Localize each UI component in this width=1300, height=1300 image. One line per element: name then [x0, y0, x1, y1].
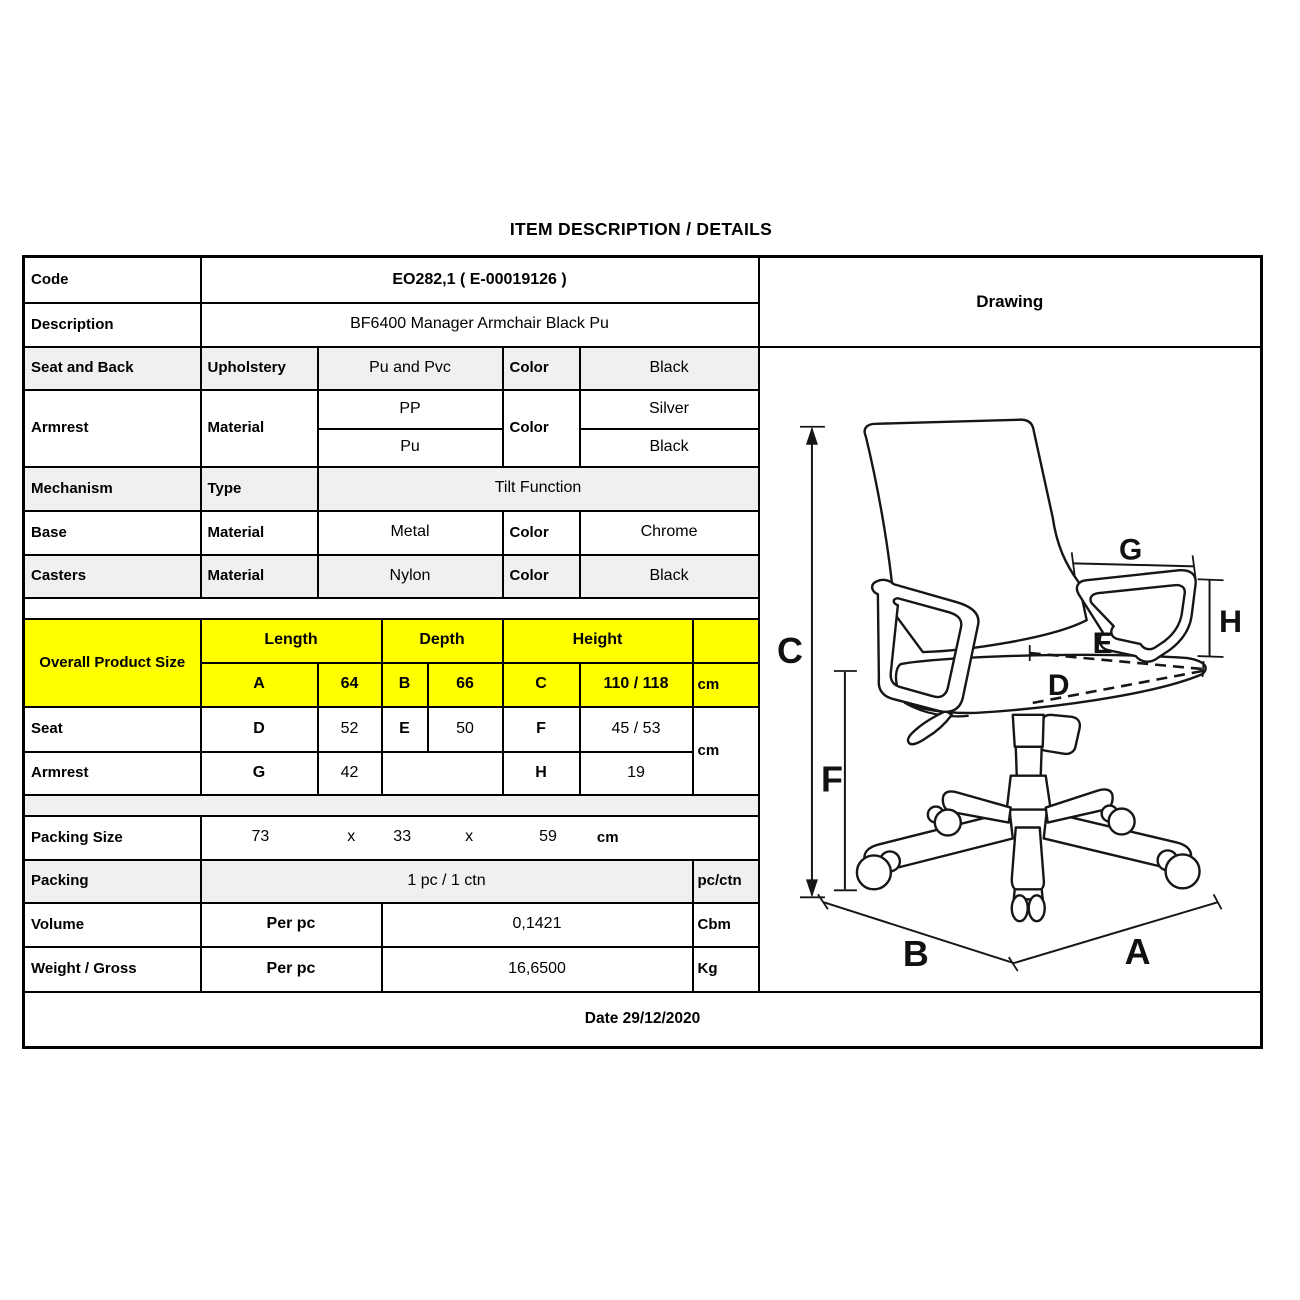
seat-dims-label: Seat — [24, 707, 201, 752]
dim-tick-h-bottom — [1197, 656, 1223, 657]
armrest-dims-label: Armrest — [24, 752, 201, 795]
caster-back-right — [1108, 808, 1134, 834]
page-title: ITEM DESCRIPTION / DETAILS — [509, 219, 773, 239]
size-col-depth: Depth — [382, 619, 503, 663]
size-c: C — [503, 663, 580, 707]
chair-gas-lift-cone — [1006, 775, 1050, 809]
size-a: A — [201, 663, 318, 707]
size-header-empty — [693, 619, 759, 663]
packing-size-label: Packing Size — [24, 816, 201, 860]
packing-size-values — [202, 828, 758, 846]
seat-back-color-label: Color — [503, 347, 580, 390]
packing-size-unit: cm — [596, 828, 619, 846]
size-a-value: 64 — [318, 663, 382, 707]
armrest-material-1: PP — [318, 390, 503, 429]
chair-gas-lift-lower — [1015, 746, 1041, 775]
armrest-attr: Material — [201, 390, 318, 467]
row-date — [24, 992, 1262, 1048]
weight-value: 16,6500 — [382, 947, 693, 992]
armrest-label: Armrest — [24, 390, 201, 467]
code-label: Code — [24, 257, 201, 303]
weight-label: Weight / Gross — [24, 947, 201, 992]
seat-back-label: Seat and Back — [24, 347, 201, 390]
caster-right — [1165, 854, 1199, 888]
dim-tick-seat-tip — [1202, 661, 1203, 677]
seat-d-value: 52 — [318, 707, 382, 752]
packing-x2: x — [465, 828, 474, 846]
chair-tilt-lever — [907, 710, 951, 743]
seat-back-color: Black — [580, 347, 759, 390]
dim-label-b: B — [902, 932, 929, 974]
caster-back-left — [934, 809, 960, 835]
packing-label: Packing — [24, 860, 201, 903]
dim-label-f: F — [820, 758, 843, 800]
size-label: Overall Product Size — [24, 619, 201, 707]
casters-label: Casters — [24, 555, 201, 598]
seat-back-material: Pu and Pvc — [318, 347, 503, 390]
dim-arrow-c-top — [805, 426, 817, 444]
base-color: Chrome — [580, 511, 759, 555]
seat-f-value: 45 / 53 — [580, 707, 693, 752]
seat-e: E — [382, 707, 428, 752]
base-material: Metal — [318, 511, 503, 555]
dim-label-a: A — [1124, 930, 1151, 972]
mechanism-label: Mechanism — [24, 467, 201, 511]
date-value: Date 29/12/2020 — [24, 992, 1262, 1048]
armrest-g: G — [201, 752, 318, 795]
seat-f: F — [503, 707, 580, 752]
dim-label-g: G — [1118, 532, 1142, 566]
drawing-panel — [759, 347, 1262, 992]
drawing-header: Drawing — [759, 257, 1262, 347]
dim-tick-a-right — [1213, 894, 1221, 909]
seat-back-attr: Upholstery — [201, 347, 318, 390]
chair-base-arm-front — [1011, 827, 1043, 891]
armrest-g-value: 42 — [318, 752, 382, 795]
volume-value: 0,1421 — [382, 903, 693, 947]
weight-per: Per pc — [201, 947, 382, 992]
volume-per: Per pc — [201, 903, 382, 947]
volume-label: Volume — [24, 903, 201, 947]
code-value: EO282,1 ( E-00019126 ) — [201, 257, 759, 303]
casters-attr: Material — [201, 555, 318, 598]
size-col-length: Length — [201, 619, 382, 663]
base-attr: Material — [201, 511, 318, 555]
caster-front-wheel-left — [1011, 895, 1027, 921]
spacer-cell — [24, 598, 759, 619]
armrest-dims-empty — [382, 752, 503, 795]
packing-size-value — [201, 816, 759, 860]
armrest-h-value: 19 — [580, 752, 693, 795]
armrest-color-2: Black — [580, 429, 759, 467]
dim-arrow-c-bottom — [805, 879, 817, 897]
row-code — [24, 257, 1262, 303]
size-unit-overall: cm — [693, 663, 759, 707]
row-seat-back — [24, 347, 1262, 390]
armrest-material-2: Pu — [318, 429, 503, 467]
chair-gas-lift-upper — [1012, 714, 1043, 746]
dim-tick-ab-vertex — [1008, 957, 1017, 971]
seat-armrest-unit: cm — [693, 707, 759, 795]
dim-label-h: H — [1218, 602, 1242, 639]
armrest-color-label: Color — [503, 390, 580, 467]
spec-table — [22, 255, 1263, 1049]
seat-d: D — [201, 707, 318, 752]
base-color-label: Color — [503, 511, 580, 555]
dim-label-c: C — [776, 629, 803, 671]
chair-drawing — [760, 348, 1261, 991]
casters-color-label: Color — [503, 555, 580, 598]
armrest-h: H — [503, 752, 580, 795]
dim-tick-h-top — [1197, 579, 1223, 580]
size-b-value: 66 — [428, 663, 503, 707]
size-col-height: Height — [503, 619, 693, 663]
size-b: B — [382, 663, 428, 707]
casters-color: Black — [580, 555, 759, 598]
size-c-value: 110 / 118 — [580, 663, 693, 707]
volume-unit: Cbm — [693, 903, 759, 947]
base-label: Base — [24, 511, 201, 555]
packing-height: 59 — [539, 828, 557, 846]
description-value: BF6400 Manager Armchair Black Pu — [201, 303, 759, 347]
packing-depth: 33 — [393, 828, 412, 846]
caster-left — [856, 855, 890, 889]
casters-material: Nylon — [318, 555, 503, 598]
weight-unit: Kg — [693, 947, 759, 992]
mechanism-attr: Type — [201, 467, 318, 511]
caster-front-wheel-right — [1028, 895, 1044, 921]
description-label: Description — [24, 303, 201, 347]
mechanism-value: Tilt Function — [318, 467, 759, 511]
spacer-cell-gray — [24, 795, 759, 816]
dim-label-d: D — [1047, 668, 1070, 702]
armrest-color-1: Silver — [580, 390, 759, 429]
packing-x1: x — [347, 828, 356, 846]
packing-value: 1 pc / 1 ctn — [201, 860, 693, 903]
packing-length: 73 — [251, 828, 270, 846]
packing-unit: pc/ctn — [693, 860, 759, 903]
dim-label-e: E — [1092, 626, 1113, 660]
seat-e-value: 50 — [428, 707, 503, 752]
